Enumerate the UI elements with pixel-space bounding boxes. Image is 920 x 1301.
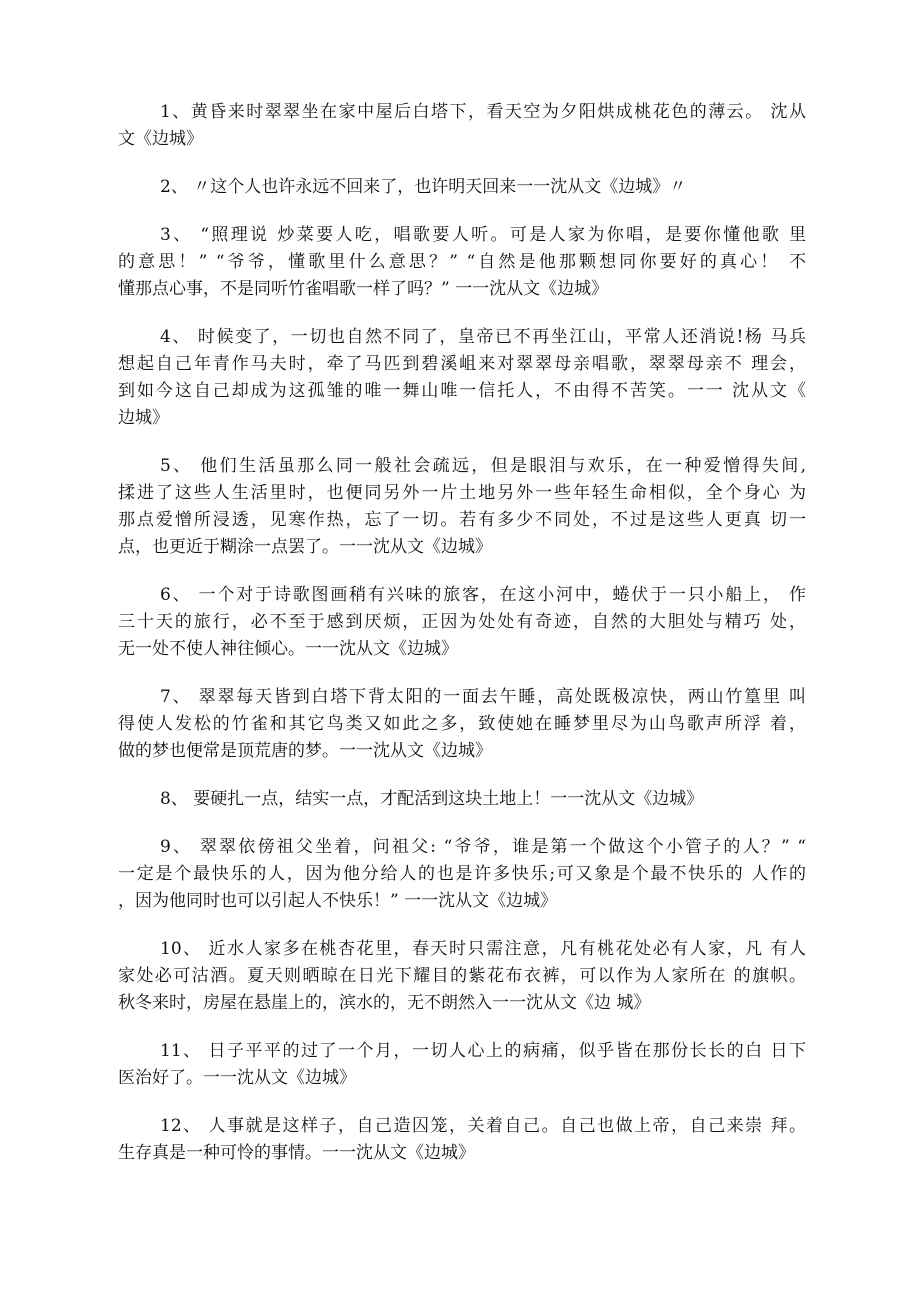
paragraph-line: 3、 “照理说 炒菜要人吃，唱歌要人听。可是人家为你唱，是要你懂他歌 里 — [160, 225, 806, 245]
quote-paragraph — [118, 786, 806, 813]
paragraph-line: 到如今这自己却成为这孤雏的唯一舞山唯一信托人，不由得不苦笑。一一 沈从文《 — [118, 381, 806, 401]
paragraph-line: 2、 〃这个人也许永远不回来了，也许明天回来一一沈从文《边城》〃 — [160, 177, 687, 197]
paragraph-line: 12、 人事就是这样子，自己造囚笼，关着自己。自己也做上帝，自己来崇 拜。 — [160, 1116, 806, 1136]
paragraph-line: 6、 一个对于诗歌图画稍有兴味的旅客，在这小河中，蜷伏于一只小船上， 作 — [160, 585, 806, 605]
paragraph-line: 的意思！” “爷爷，懂歌里什么意思？” “自然是他那颗想同你要好的真心！ 不 — [118, 252, 806, 272]
paragraph-line: 点，也更近于糊涂一点罢了。一一沈从文《边城》 — [118, 537, 492, 557]
quote-paragraph — [118, 453, 806, 561]
quote-paragraph — [118, 1038, 806, 1092]
paragraph-line: 1、黄昏来时翠翠坐在家中屋后白塔下，看天空为夕阳烘成桃花色的薄云。 沈从 — [160, 102, 806, 122]
paragraph-line: 边城》 — [118, 408, 169, 428]
paragraph-line: 懂那点心事，不是同听竹雀唱歌一样了吗？” 一一沈从文《边城》 — [118, 279, 609, 299]
paragraph-line: 做的梦也便常是顶荒唐的梦。一一沈从文《边城》 — [118, 741, 492, 761]
paragraph-line: 医治好了。一一沈从文《边城》 — [118, 1068, 356, 1088]
quote-paragraph — [118, 99, 806, 153]
paragraph-line: 一定是个最快乐的人，因为他分给人的也是许多快乐;可又象是个最不快乐的 人作的 — [118, 864, 806, 884]
document-body — [118, 99, 806, 1188]
paragraph-line: 4、 时候变了，一切也自然不同了，皇帝已不再坐江山，平常人还消说!杨 马兵 — [160, 327, 806, 347]
paragraph-line: 三十天的旅行，必不至于感到厌烦，正因为处处有奇迹，自然的大胆处与精巧 处， — [118, 612, 806, 632]
quote-paragraph — [118, 834, 806, 915]
quote-paragraph — [118, 1113, 806, 1167]
paragraph-line: 那点爱憎所浸透，见寒作热，忘了一切。若有多少不同处，不过是这些人更真 切一 — [118, 510, 806, 530]
paragraph-line: 10、 近水人家多在桃杏花里，春天时只需注意，凡有桃花处必有人家，凡 有人 — [160, 939, 806, 959]
paragraph-line: 8、 要硬扎一点，结实一点，才配活到这块土地上！一一沈从文《边城》 — [160, 789, 704, 809]
paragraph-line: 家处必可沽酒。夏天则晒晾在日光下耀目的紫花布衣裤，可以作为人家所在 的旗帜。 — [118, 966, 806, 986]
quote-paragraph — [118, 174, 806, 201]
quote-paragraph — [118, 936, 806, 1017]
paragraph-line: 生存真是一种可怜的事情。一一沈从文《边城》 — [118, 1143, 475, 1163]
paragraph-line: 得使人发松的竹雀和其它鸟类又如此之多，致使她在睡梦里尽为山鸟歌声所浮 着， — [118, 714, 806, 734]
paragraph-line: 想起自己年青作马夫时，牵了马匹到碧溪岨来对翠翠母亲唱歌，翠翠母亲不 理会， — [118, 354, 806, 374]
quote-paragraph — [118, 222, 806, 303]
paragraph-line: 7、 翠翠每天皆到白塔下背太阳的一面去午睡，高处既极凉快，两山竹篁里 叫 — [160, 687, 806, 707]
quote-paragraph — [118, 684, 806, 765]
paragraph-line: 无一处不使人神往倾心。一一沈从文《边城》 — [118, 639, 458, 659]
paragraph-line: 5、 他们生活虽那么同一般社会疏远，但是眼泪与欢乐，在一种爱憎得失间, — [160, 456, 806, 476]
quote-paragraph — [118, 324, 806, 432]
paragraph-line: 秋冬来时，房屋在悬崖上的，滨水的，无不朗然入一一沈从文《边 城》 — [118, 993, 651, 1013]
paragraph-line: 9、 翠翠依傍祖父坐着，问祖父: “爷爷，谁是第一个做这个小管子的人？” “ — [160, 837, 806, 857]
paragraph-line: 揉进了这些人生活里时，也便同另外一片土地另外一些年轻生命相似，全个身心 为 — [118, 483, 806, 503]
paragraph-line: 文《边城》 — [118, 129, 203, 149]
quote-paragraph — [118, 582, 806, 663]
paragraph-line: 11、 日子平平的过了一个月，一切人心上的病痛，似乎皆在那份长长的白 日下 — [160, 1041, 806, 1061]
paragraph-line: ，因为他同时也可以引起人不快乐！” 一一沈从文《边城》 — [118, 891, 558, 911]
